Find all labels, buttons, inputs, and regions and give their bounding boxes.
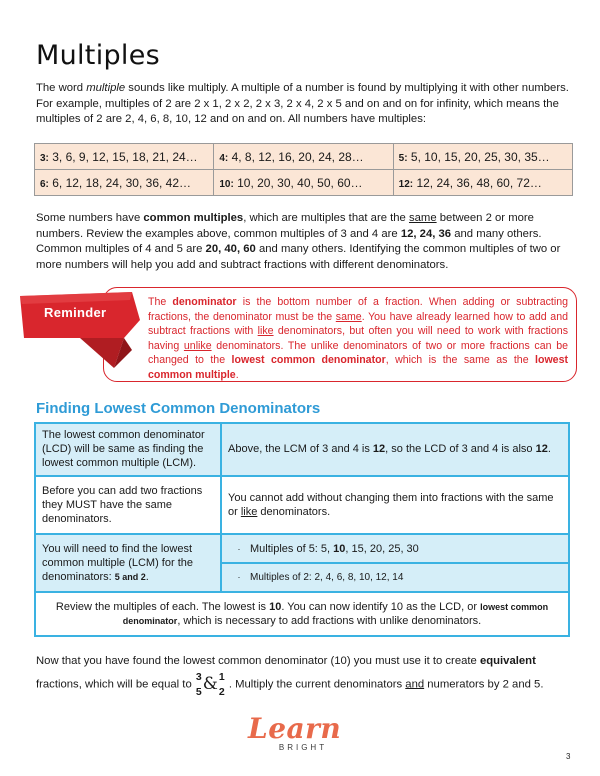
bullet-icon: · [237,543,241,554]
learn-bright-logo: Learn BRIGHT [248,712,342,752]
find-lcm-cell: You will need to find the lowest common multiple (LCM) for the denominators: 5 and 2. [35,534,221,592]
multiples-cell: 4: 4, 8, 12, 16, 20, 24, 28… [214,144,393,170]
multiples-cell: 6: 6, 12, 18, 24, 30, 36, 42… [35,170,214,196]
table-row [35,423,569,476]
table-row [35,534,569,563]
page-number: 3 [566,752,571,761]
bullet-icon: · [237,572,241,583]
fraction-three-fifths: 3 5 [195,671,202,698]
page-title: Multiples [36,40,161,71]
lcd-example-cell: Above, the LCM of 3 and 4 is 12, so the LCD of 3 and 4 is also 12. [221,423,569,476]
table-row [35,592,569,636]
section-heading: Finding Lowest Common Denominators [36,400,321,417]
multiples-cell: 3: 3, 6, 9, 12, 15, 18, 21, 24… [35,144,214,170]
review-cell: Review the multiples of each. The lowest is 10. You can now identify 10 as the LCD, or lowest common denominator, which is necessary to add fractions with unlike denominators. [35,592,569,636]
closing-paragraph: Now that you have found the lowest common denominator (10) you must use it to create equivalent fractions, which will be equal to 3 5 & 1 2 . Multiply the current denominators and numerators by 2 and 5. [36,655,544,698]
intro-paragraph: The word multiple sounds like multiply. A multiple of a number is found by multiplying it with other numbers. For example, multiples of 2 are 2 x 1, 2 x 2, 2 x 3, 2 x 4, 2 x 5 and on and on for infinity, which means the multiples of 2 are 2, 4, 6, 8, 10, 12 and on and on. All numbers have multiples: [36,82,569,126]
reminder-ribbon-icon [20,290,150,375]
fraction-one-half: 1 2 [218,671,225,698]
lcd-table [34,422,570,637]
multiples-cell: 10: 10, 20, 30, 40, 50, 60… [214,170,393,196]
table-row [35,170,573,196]
multiples-of-5-cell: · Multiples of 5: 5, 10, 15, 20, 25, 30 [221,534,569,563]
lcd-definition-cell: The lowest common denominator (LCD) will be same as finding the lowest common multiple (LCM). [35,423,221,476]
table-row [35,144,573,170]
reminder-label: Reminder [44,305,107,320]
multiples-cell: 12: 12, 24, 36, 48, 60, 72… [393,170,572,196]
multiples-table [34,143,573,196]
multiples-of-2-cell: · Multiples of 2: 2, 4, 6, 8, 10, 12, 14 [221,563,569,592]
cannot-add-cell: You cannot add without changing them into fractions with the same or like denominators. [221,476,569,534]
multiples-cell: 5: 5, 10, 15, 20, 25, 30, 35… [393,144,572,170]
common-multiples-paragraph: Some numbers have common multiples, which are multiples that are the same between 2 or more numbers. Review the examples above, common multiples of 3 and 4 are 12, 24, 36 and many others. Common multiples of 4 and 5 are 20, 40, 60 and many others. Identifying the common multiples of two or more numbers will help you add and subtract fractions with different denominators. [36,212,561,271]
same-denominator-cell: Before you can add two fractions they MUST have the same denominators. [35,476,221,534]
reminder-text: The denominator is the bottom number of a fraction. When adding or subtracting fractions, the denominator must be the same. You have already learned how to add and subtract fractions with like denominators, but often you will need to work with fractions having unlike denominators. The unlike denominators of two or more fractions can be changed to the lowest common denominator, which is the same as the lowest common multiple. [148,296,568,381]
table-row [35,476,569,534]
